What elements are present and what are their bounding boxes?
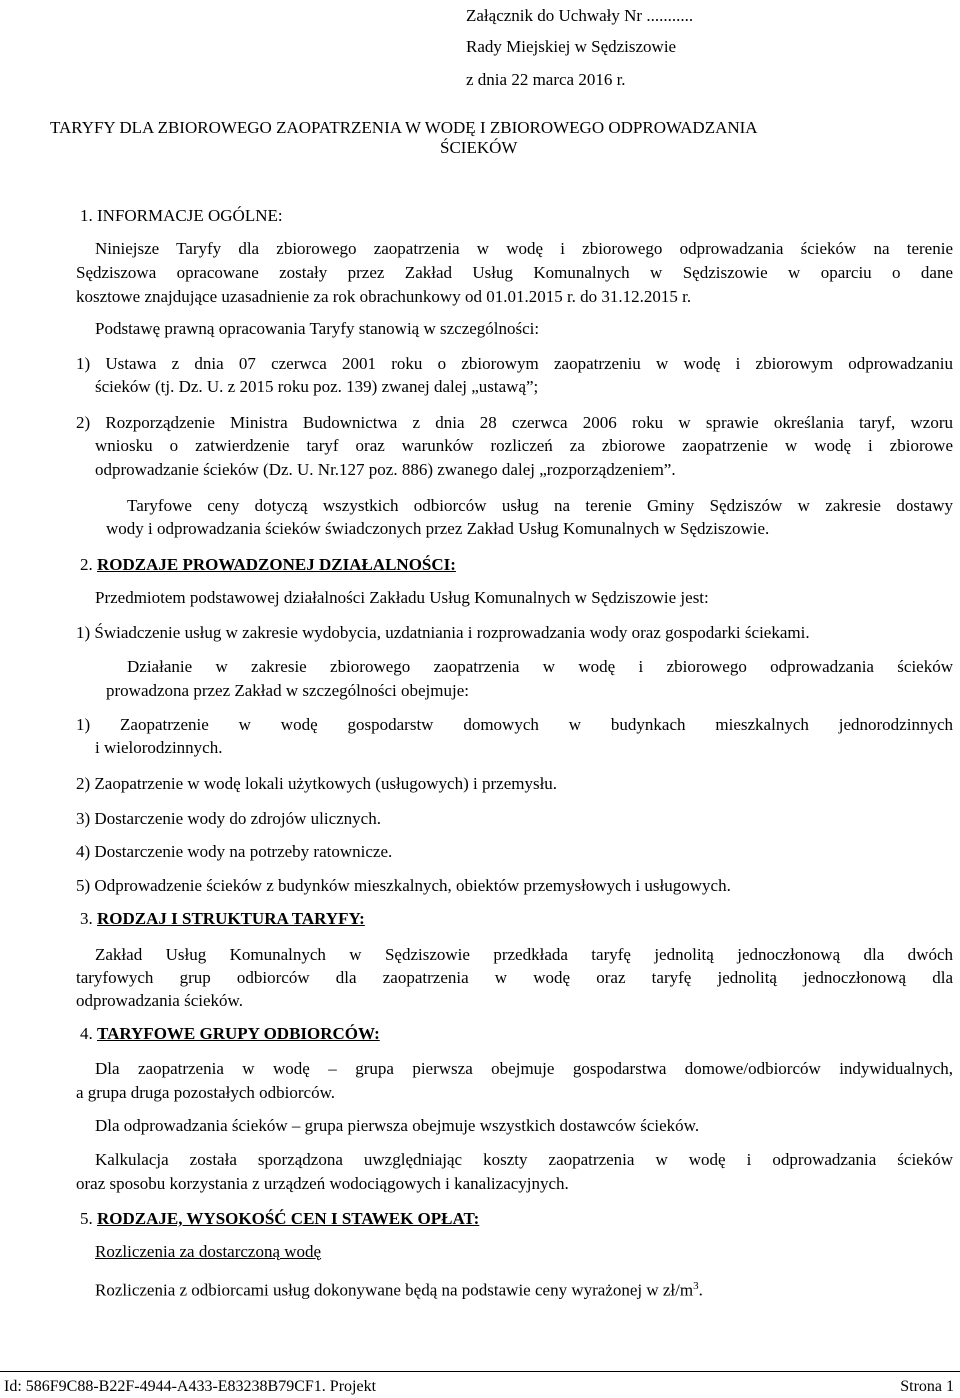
header-line-3: z dnia 22 marca 2016 r. — [466, 70, 626, 89]
s1-p3-line-2: wody i odprowadzania ścieków świadczonych przez Zakład Usług Komunalnych w Sędziszowie. — [106, 519, 770, 538]
s2-list1-line-2: i wielorodzinnych. — [95, 738, 223, 757]
s5-p1-superscript: 3 — [693, 1280, 699, 1292]
s3-p1-line-2: taryfowych grup odbiorców dla zaopatrzenia w wodę oraz taryfę jednolitą jednoczłonową dla — [76, 968, 953, 987]
s1-p3-line-1: Taryfowe ceny dotyczą wszystkich odbiorców usług na terenie Gminy Sędziszów w zakresie dostawy — [127, 496, 953, 515]
header-line-1: Załącznik do Uchwały Nr ........... — [466, 6, 694, 25]
section-3-number: 3. — [80, 909, 93, 928]
s3-p1-line-3: odprowadzania ścieków. — [76, 991, 243, 1010]
section-2-number: 2. — [80, 555, 93, 574]
s1-item2-line-1: 2) Rozporządzenie Ministra Budownictwa z dnia 28 czerwca 2006 roku w sprawie określania taryf, wzoru — [76, 413, 953, 432]
s1-item2-line-3: odprowadzanie ścieków (Dz. U. Nr.127 poz. 886) zwanego dalej „rozporządzeniem”. — [95, 460, 676, 479]
s5-p1 — [95, 1276, 703, 1301]
s1-item1-line-1: 1) Ustawa z dnia 07 czerwca 2001 roku o zbiorowym zaopatrzeniu w wodę i zbiorowym odprowadzaniu — [76, 354, 953, 373]
s2-list2: 2) Zaopatrzenie w wodę lokali użytkowych (usługowych) i przemysłu. — [76, 774, 558, 793]
section-2-heading — [80, 555, 456, 575]
s2-p1: Przedmiotem podstawowej działalności Zakładu Usług Komunalnych w Sędziszowie jest: — [95, 588, 709, 607]
s2-p2-line-2: prowadzona przez Zakład w szczególności obejmuje: — [106, 681, 469, 700]
section-3-heading — [80, 909, 365, 929]
s1-p1-line-1: Niniejsze Taryfy dla zbiorowego zaopatrzenia w wodę i zbiorowego odprowadzania ścieków na terenie — [95, 239, 953, 258]
section-1-heading: 1. INFORMACJE OGÓLNE: — [80, 206, 283, 225]
section-5-heading — [80, 1209, 479, 1229]
footer-document-id: Id: 586F9C88-B22F-4944-A433-E83238B79CF1. Projekt — [4, 1378, 377, 1395]
section-2-title: RODZAJE PROWADZONEJ DZIAŁALNOŚCI: — [97, 555, 456, 574]
footer-divider — [0, 1371, 960, 1372]
s1-p1-line-2: Sędziszowa opracowane zostały przez Zakład Usług Komunalnych w Sędziszowie w oparciu o dane — [76, 263, 953, 282]
s1-p2: Podstawę prawną opracowania Taryfy stanowią w szczególności: — [95, 319, 540, 338]
s4-p2: Dla odprowadzania ścieków – grupa pierwsza obejmuje wszystkich dostawców ścieków. — [95, 1116, 700, 1135]
s5-p1-end: . — [698, 1280, 703, 1300]
section-3-title: RODZAJ I STRUKTURA TARYFY: — [97, 909, 365, 928]
section-5-number: 5. — [80, 1209, 93, 1228]
s4-p1-line-1: Dla zaopatrzenia w wodę – grupa pierwsza obejmuje gospodarstwa domowe/odbiorców indywidualnych, — [95, 1059, 953, 1078]
s2-item1: 1) Świadczenie usług w zakresie wydobycia, uzdatniania i rozprowadzania wody oraz gospodarki ściekami. — [76, 623, 810, 642]
footer-page-number: Strona 1 — [900, 1378, 954, 1395]
s4-p1-line-2: a grupa druga pozostałych odbiorców. — [76, 1083, 336, 1102]
document-title-line-2: ŚCIEKÓW — [440, 138, 518, 157]
s1-item1-line-2: ścieków (tj. Dz. U. z 2015 roku poz. 139) zwanej dalej „ustawą”; — [95, 377, 539, 396]
section-4-heading — [80, 1024, 380, 1044]
section-4-title: TARYFOWE GRUPY ODBIORCÓW: — [97, 1024, 380, 1043]
s1-p1-line-3: kosztowe znajdujące uzasadnienie za rok obrachunkowy od 01.01.2015 r. do 31.12.2015 r. — [76, 287, 692, 306]
s2-list4: 4) Dostarczenie wody na potrzeby ratownicze. — [76, 842, 393, 861]
header-line-2: Rady Miejskiej w Sędziszowie — [466, 37, 677, 56]
s2-list1-line-1: 1) Zaopatrzenie w wodę gospodarstw domowych w budynkach mieszkalnych jednorodzinnych — [76, 715, 953, 734]
document-title-line-1: TARYFY DLA ZBIOROWEGO ZAOPATRZENIA W WODĘ I ZBIOROWEGO ODPROWADZANIA — [50, 118, 758, 137]
section-5-title: RODZAJE, WYSOKOŚĆ CEN I STAWEK OPŁAT: — [97, 1209, 480, 1228]
s4-p3-line-1: Kalkulacja została sporządzona uwzględniając koszty zaopatrzenia w wodę i odprowadzania ścieków — [95, 1150, 953, 1169]
s3-p1-line-1: Zakład Usług Komunalnych w Sędziszowie przedkłada taryfę jednolitą jednoczłonową dla dwóch — [95, 945, 953, 964]
section-4-number: 4. — [80, 1024, 93, 1043]
s4-p3-line-2: oraz sposobu korzystania z urządzeń wodociągowych i kanalizacyjnych. — [76, 1174, 569, 1193]
s5-p1-text: Rozliczenia z odbiorcami usług dokonywane będą na podstawie ceny wyrażonej w zł/m — [95, 1280, 694, 1300]
s1-item2-line-2: wniosku o zatwierdzenie taryf oraz warunków rozliczeń za zbiorowe zaopatrzenie w wodę i zbiorowe — [95, 436, 953, 455]
s5-subheading: Rozliczenia za dostarczoną wodę — [95, 1242, 322, 1261]
s2-list5: 5) Odprowadzenie ścieków z budynków mieszkalnych, obiektów przemysłowych i usługowych. — [76, 876, 731, 895]
s2-list3: 3) Dostarczenie wody do zdrojów ulicznych. — [76, 809, 381, 828]
s2-p2-line-1: Działanie w zakresie zbiorowego zaopatrzenia w wodę i zbiorowego odprowadzania ścieków — [127, 657, 953, 676]
